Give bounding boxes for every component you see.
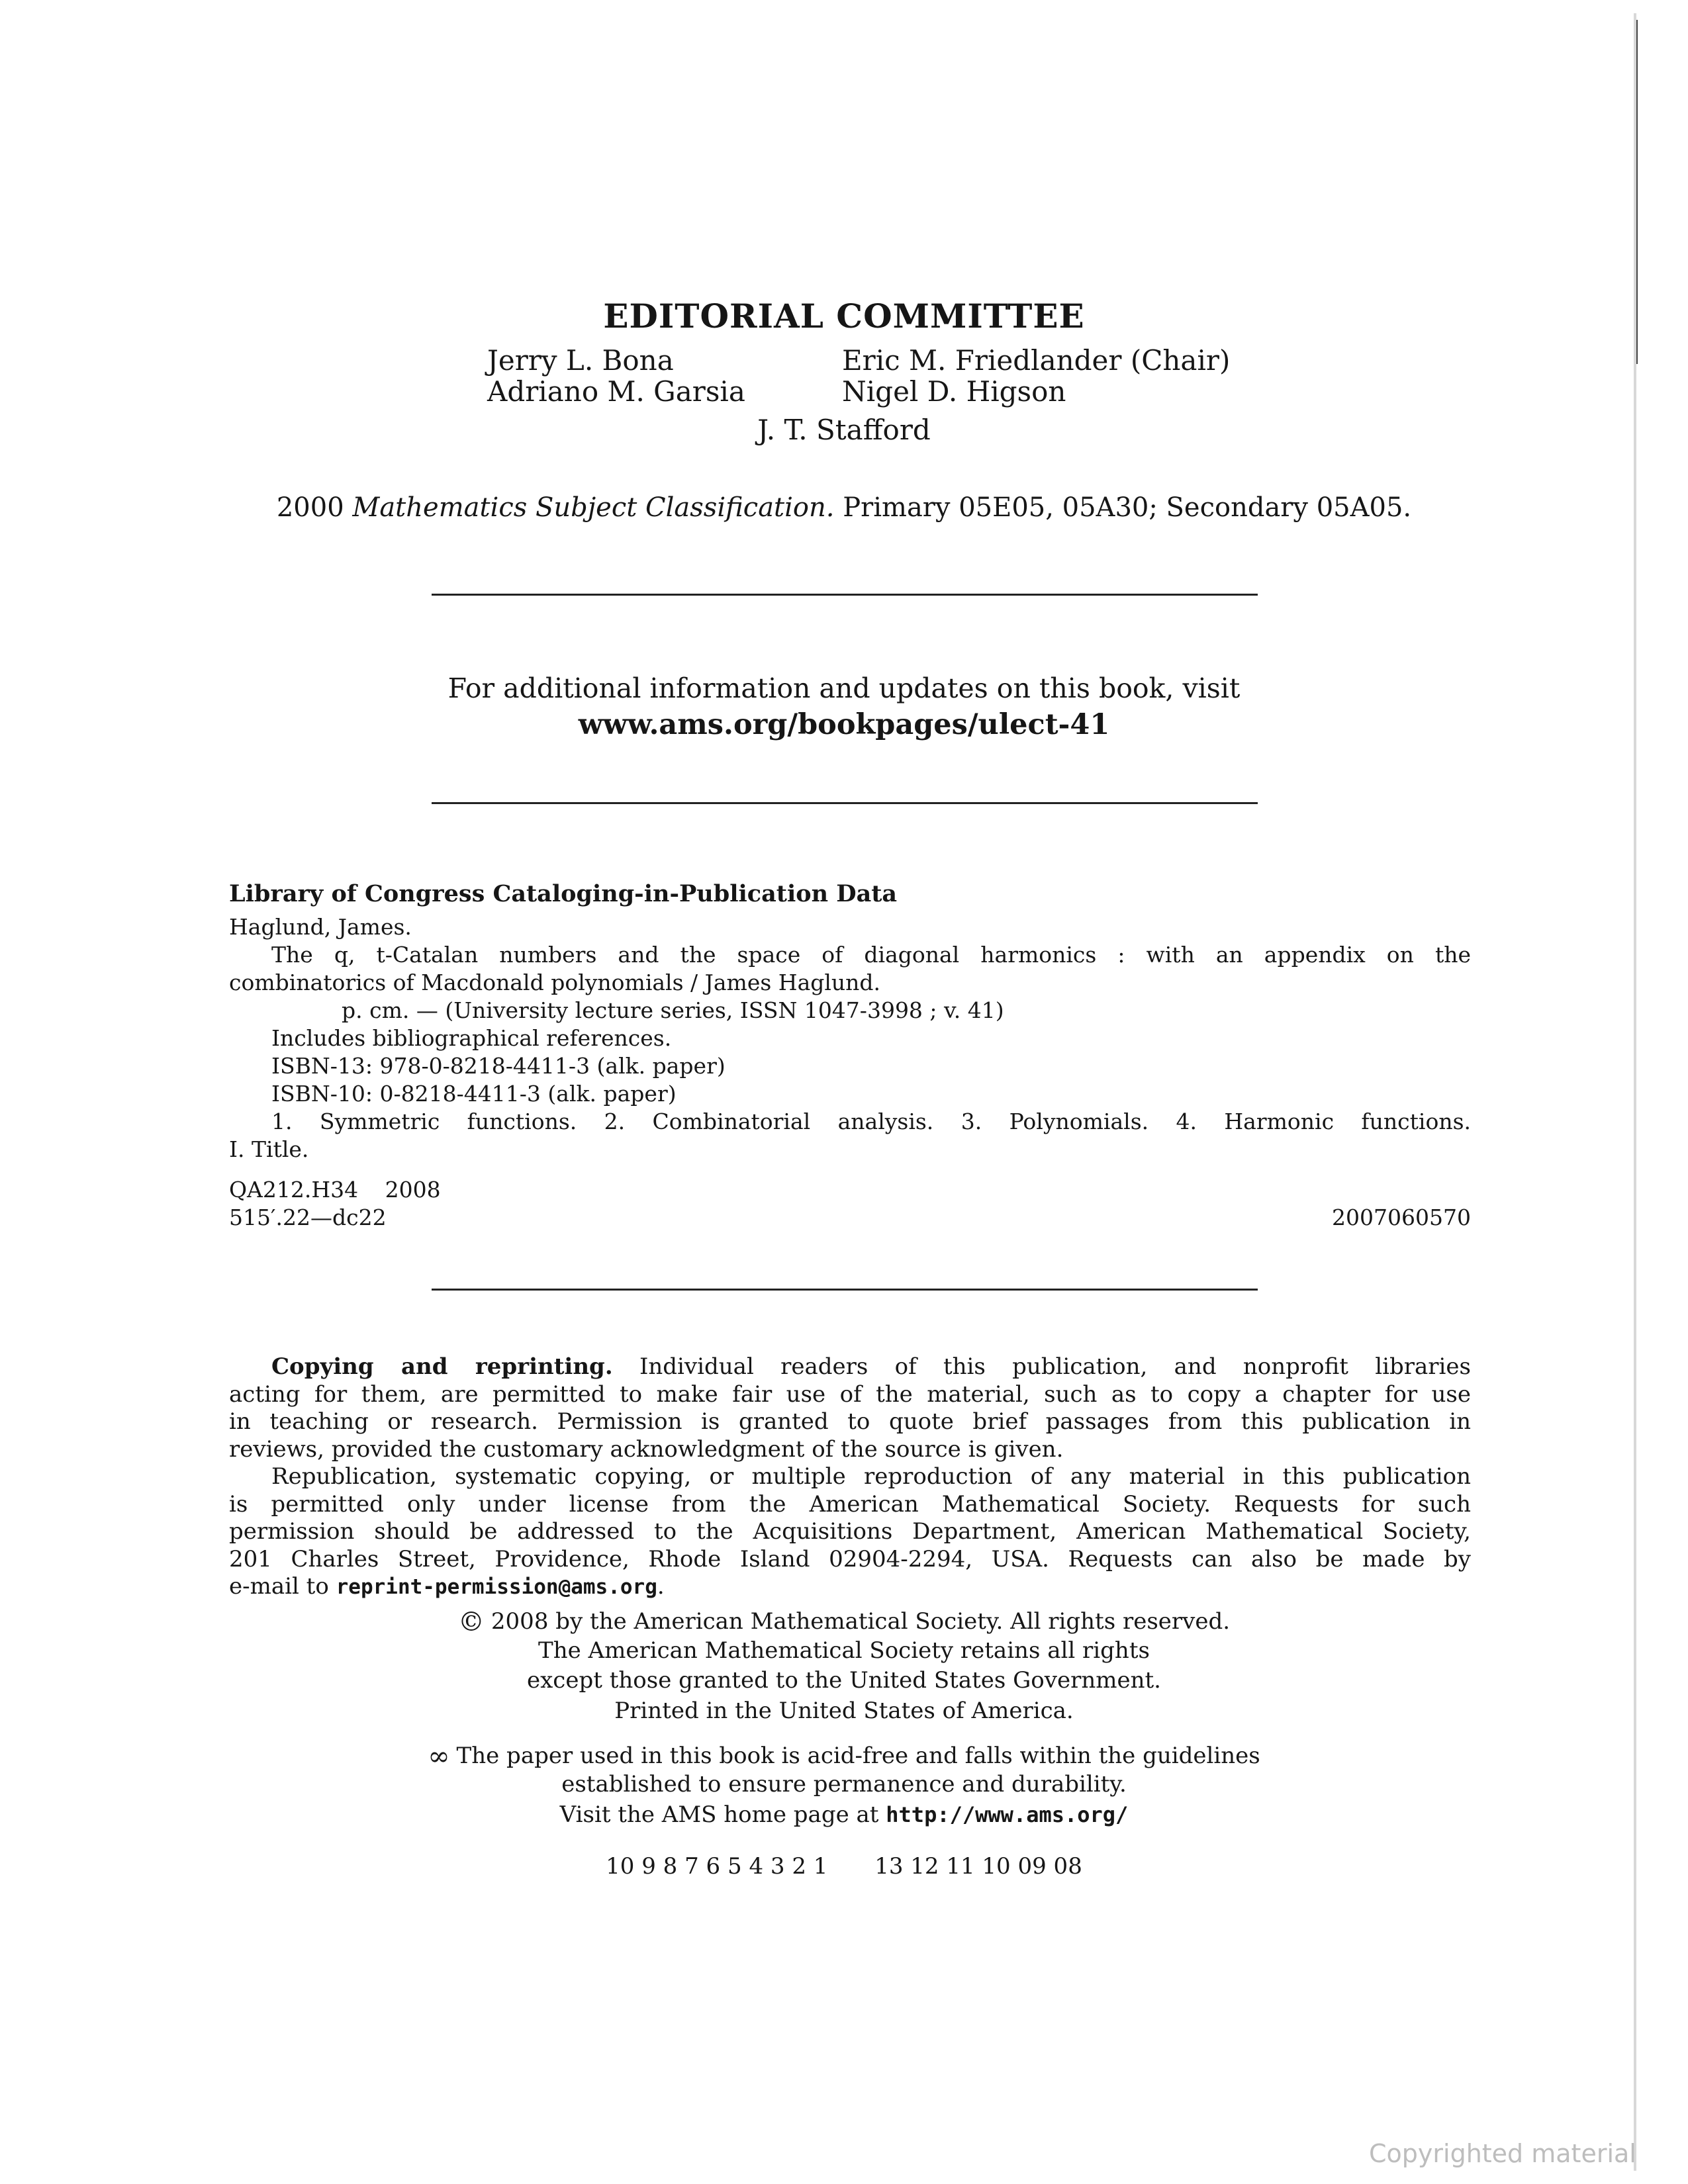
cip-heading: Library of Congress Cataloging-in-Publication Data bbox=[229, 880, 898, 907]
acid-free-paper-icon: ∞ bbox=[428, 1741, 450, 1772]
divider bbox=[432, 1289, 1258, 1291]
watermark: Copyrighted material bbox=[1369, 2139, 1636, 2168]
cip-isbn13: ISBN-13: 978-0-8218-4411-3 (alk. paper) bbox=[271, 1053, 726, 1079]
cip-subject: 3. Polynomials. bbox=[961, 1109, 1149, 1134]
dewey-number: 515′.22—dc22 bbox=[229, 1205, 387, 1230]
committee-chair: Eric M. Friedlander (Chair) bbox=[842, 344, 1231, 377]
copyright-icon: © bbox=[457, 1607, 485, 1637]
rights-line: The American Mathematical Society retains all rights bbox=[538, 1637, 1150, 1664]
committee-member: J. T. Stafford bbox=[757, 414, 931, 446]
cip-title-cont: combinatorics of Macdonald polynomials / James Haglund. bbox=[229, 970, 881, 995]
cip-title-entry: I. Title. bbox=[229, 1136, 309, 1162]
printing-years: 13 12 11 10 09 08 bbox=[874, 1853, 1082, 1880]
copying-section bbox=[229, 1353, 1471, 1602]
printing-sequence: 10 9 8 7 6 5 4 3 2 1 bbox=[606, 1853, 828, 1880]
cip-subject: 4. Harmonic functions. bbox=[1176, 1109, 1471, 1134]
cip-subject: 1. Symmetric functions. bbox=[271, 1109, 577, 1134]
copy-line: Copying and reprinting. Individual readers of this publication, and nonprofit libraries bbox=[271, 1353, 1471, 1380]
ams-home-url: http://www.ams.org/ bbox=[886, 1802, 1129, 1827]
copy-line: is permitted only under license from the American Mathematical Society. Requests for such bbox=[229, 1490, 1471, 1518]
subject-classification bbox=[0, 492, 1688, 523]
cip-series: p. cm. — (University lecture series, ISSN 1047-3998 ; v. 41) bbox=[342, 997, 1004, 1023]
copy-line: acting for them, are permitted to make fair use of the material, such as to copy a chapter for use bbox=[229, 1381, 1471, 1408]
committee-member: Adriano M. Garsia bbox=[487, 375, 745, 408]
msc-value: Primary 05E05, 05A30; Secondary 05A05. bbox=[843, 492, 1412, 523]
msc-year: 2000 bbox=[276, 492, 344, 523]
lccn: 2007060570 bbox=[1332, 1205, 1471, 1230]
copy-line: e-mail to reprint-permission@ams.org. bbox=[229, 1573, 665, 1600]
copy-line: 201 Charles Street, Providence, Rhode Island 02904-2294, USA. Requests can also be made by bbox=[229, 1545, 1471, 1572]
paper-line: ∞ The paper used in this book is acid-free and falls within the guidelines bbox=[428, 1741, 1260, 1772]
cip-subjects bbox=[229, 1108, 1471, 1136]
rights-line: Printed in the United States of America. bbox=[614, 1698, 1074, 1724]
call-numbers bbox=[229, 1176, 1471, 1232]
cip-bibliography: Includes bibliographical references. bbox=[271, 1025, 672, 1051]
editorial-committee-heading: EDITORIAL COMMITTEE bbox=[603, 296, 1085, 336]
paper-line: Visit the AMS home page at http://www.ams.org/ bbox=[559, 1801, 1129, 1828]
copy-line: in teaching or research. Permission is granted to quote brief passages from this publication in bbox=[229, 1408, 1471, 1435]
cip-author: Haglund, James. bbox=[229, 914, 412, 940]
msc-label: Mathematics Subject Classification. bbox=[352, 492, 835, 523]
copy-line: reviews, provided the customary acknowledgment of the source is given. bbox=[229, 1435, 1064, 1463]
book-url: www.ams.org/bookpages/ulect-41 bbox=[578, 708, 1110, 741]
cip-isbn10: ISBN-10: 0-8218-4411-3 (alk. paper) bbox=[271, 1081, 677, 1107]
divider bbox=[432, 594, 1258, 596]
cip-title: The q, t-Catalan numbers and the space of diagonal harmonics : with an appendix on the bbox=[271, 942, 1471, 968]
call-year: 2008 bbox=[385, 1177, 441, 1203]
committee-member: Nigel D. Higson bbox=[842, 375, 1066, 408]
cip-block bbox=[229, 913, 1471, 1163]
call-number-line bbox=[229, 1176, 1471, 1204]
cip-subject: 2. Combinatorial analysis. bbox=[604, 1109, 934, 1134]
copying-heading: Copying and reprinting. bbox=[271, 1353, 613, 1380]
copy-line: Republication, systematic copying, or multiple reproduction of any material in this publication bbox=[271, 1463, 1471, 1490]
rights-line: © 2008 by the American Mathematical Society. All rights reserved. bbox=[457, 1607, 1231, 1637]
permission-email: reprint-permission@ams.org bbox=[336, 1575, 657, 1599]
divider bbox=[432, 802, 1258, 804]
paper-line: established to ensure permanence and durability. bbox=[561, 1771, 1127, 1797]
printing-numbers bbox=[0, 1853, 1688, 1880]
call-number: QA212.H34 bbox=[229, 1177, 359, 1203]
info-text: For additional information and updates on this book, visit bbox=[447, 672, 1241, 704]
committee-member: Jerry L. Bona bbox=[487, 344, 674, 377]
rights-line: except those granted to the United States Government. bbox=[527, 1667, 1161, 1694]
page-edge-shadow bbox=[1636, 20, 1638, 364]
copy-line: permission should be addressed to the Acquisitions Department, American Mathematical Society, bbox=[229, 1518, 1471, 1545]
